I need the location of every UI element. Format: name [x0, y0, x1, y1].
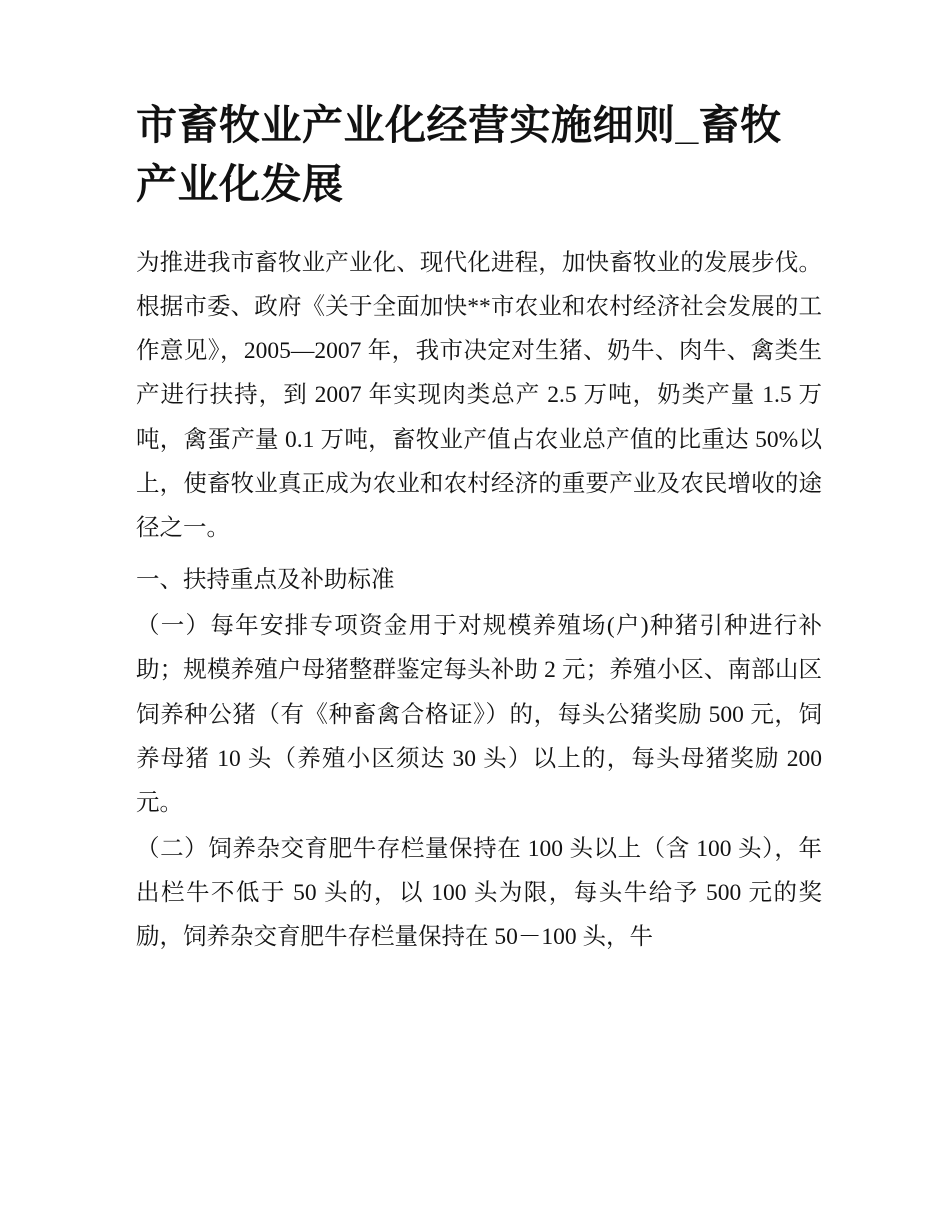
paragraph-intro: 为推进我市畜牧业产业化、现代化进程，加快畜牧业的发展步伐。根据市委、政府《关于全面加快**市农业和农村经济社会发展的工作意见》，2005—2007 年，我市决定对生猪、奶牛、肉牛、禽类生产进行扶持，到 2007 年实现肉类总产 2.5 万吨，奶类产量 1.5 万吨，禽蛋产量 0.1 万吨，畜牧业产值占农业总产值的比重达 50%以上，使畜牧业真正成为农业和农村经济的重要产业及农民增收的途径之一。: [136, 249, 822, 541]
page-title: 市畜牧业产业化经营实施细则_畜牧产业化发展: [136, 102, 782, 208]
paragraph-item-2: （二）饲养杂交育肥牛存栏量保持在 100 头以上（含 100 头），年出栏牛不低于 50 头的，以 100 头为限，每头牛给予 500 元的奖励，饲养杂交育肥牛存栏量保持在 50－100 头，牛: [136, 836, 822, 951]
section-heading-1: 一、扶持重点及补助标准: [136, 567, 395, 594]
paragraph-item-1: （一）每年安排专项资金用于对规模养殖场(户)种猪引种进行补助；规模养殖户母猪整群鉴定每头补助 2 元；养殖小区、南部山区饲养种公猪（有《种畜禽合格证》）的，每头公猪奖励 500 元，饲养母猪 10 头（养殖小区须达 30 头）以上的，每头母猪奖励 200 元。: [136, 613, 822, 816]
